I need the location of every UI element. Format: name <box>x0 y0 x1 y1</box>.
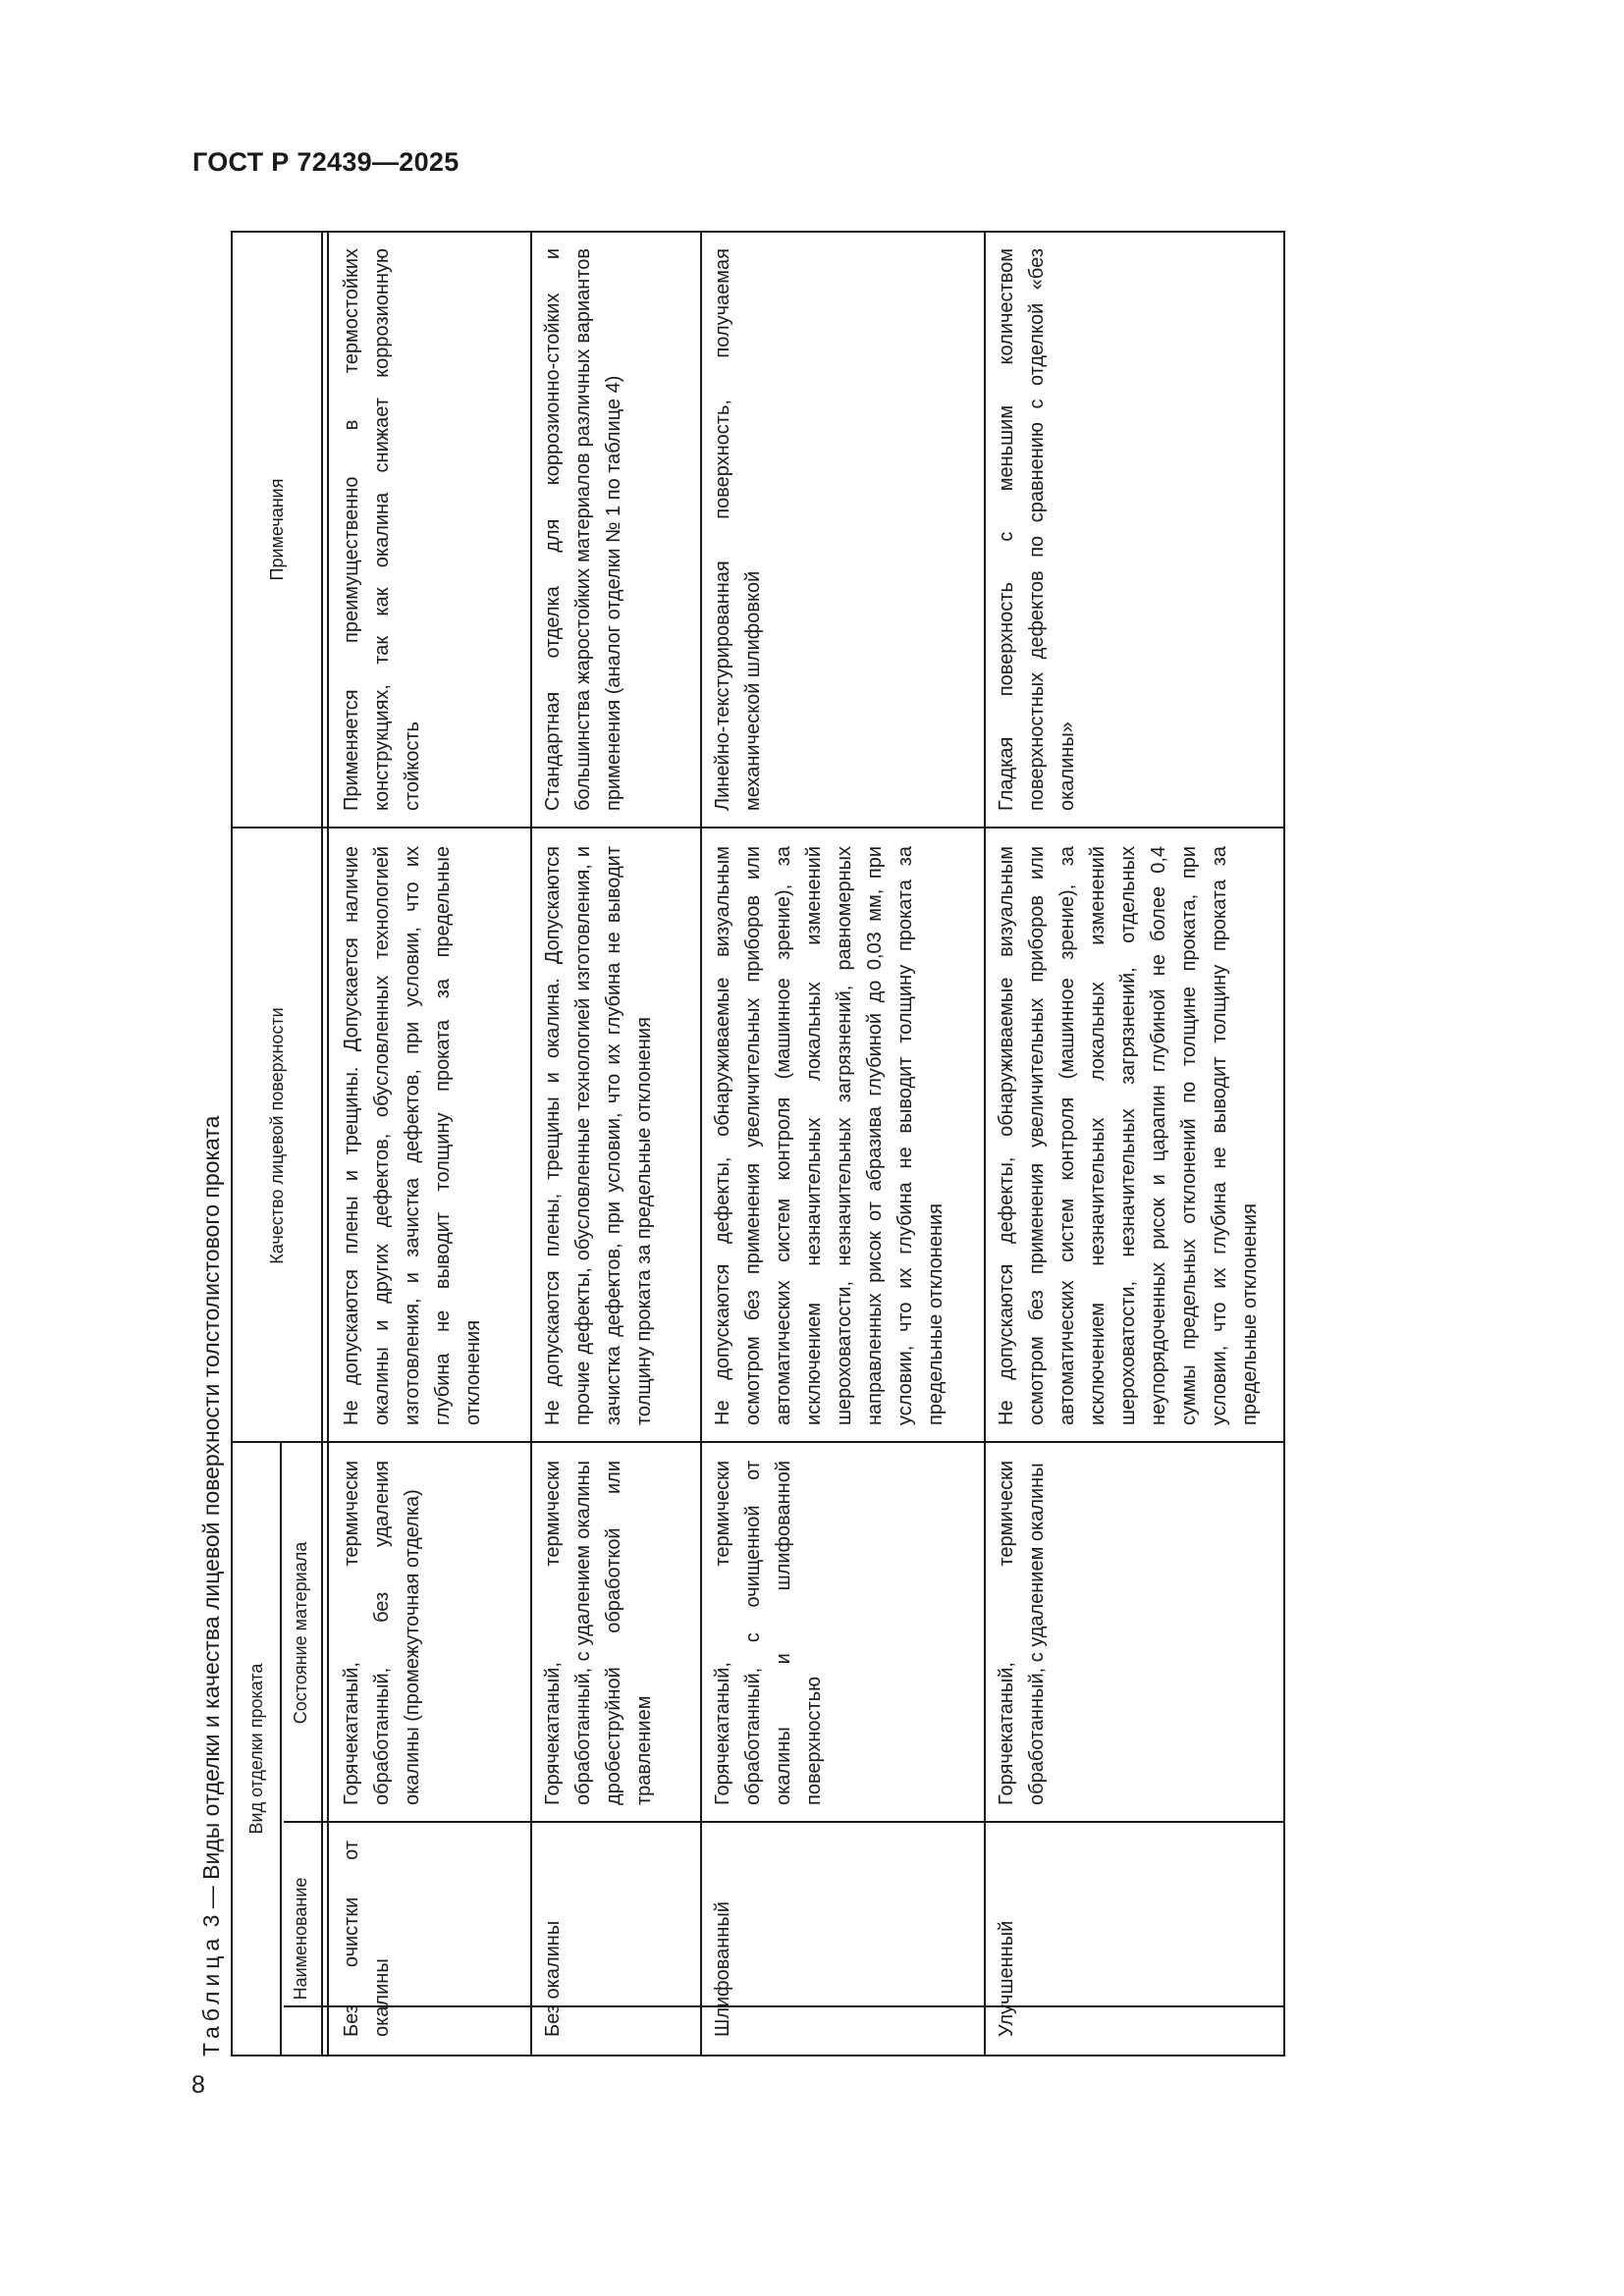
head-name: Наименование <box>290 1877 310 2001</box>
document-id-header: ГОСТ Р 72439—2025 <box>192 147 460 177</box>
head-rule <box>321 231 323 2055</box>
table-block <box>187 231 1321 2056</box>
row2-name: Без окалины <box>542 1920 564 2037</box>
row-rule-3 <box>984 231 986 2055</box>
row3-name: Шлифованный <box>712 1901 733 2037</box>
row-rule-1 <box>530 231 532 2055</box>
row1-name: Без очистки от окалины <box>341 1841 393 2037</box>
head-state: Состояние материала <box>290 1541 310 1725</box>
row4-notes: Гладкая поверхность с меньшим количеством поверхностных дефектов по сравнению с отделкой «без окалины» <box>996 248 1078 811</box>
head-group-finish: Вид отделки проката <box>245 1663 266 1835</box>
table-caption <box>187 1116 236 2056</box>
row3-state: Горячекатаный, термически обработанный, с очищенной от окалины и шлифованной поверхностью <box>712 1461 825 1805</box>
row1-quality: Не допускаются плены и трещины. Допускается наличие окалины и других дефектов, обусловленных технологией изготовления, и зачистка дефектов, при условии, что их глубина не выводит толщину проката за предельные отклонения <box>341 846 484 1425</box>
col-rule-name-inner <box>284 2006 1285 2008</box>
row2-quality: Не допускаются плены, трещины и окалина. Допускаются прочие дефекты, обусловленные технологией изготовления, и зачистка дефектов, при условии, что их глубина не выводит толщину проката за предельные отклонения <box>542 846 655 1425</box>
row1-notes: Применяется преимущественно в термостойких конструкциях, так как окалина снижает коррозионную стойкость <box>341 248 423 811</box>
head-quality: Качество лицевой поверхности <box>266 1007 287 1264</box>
table-caption-word: Таблица <box>198 1933 224 2056</box>
row4-quality: Не допускаются дефекты, обнаруживаемые визуальным осмотром без применения увеличительных приборов или автоматических систем контроля (машинное зрение), за исключением незначительных локальных изменений шероховатости, незначительных загрязнений, отдельных неупорядоченных рисок и царапин глубиной не более 0,4 суммы предельных отклонений по толщине проката, при условии, что их глубина не выводит толщину проката за предельные отклонения <box>996 846 1261 1425</box>
row3-quality: Не допускаются дефекты, обнаруживаемые визуальным осмотром без применения увеличительных приборов или автоматических систем контроля (машинное зрение), за исключением незначительных локальных изменений шероховатости, незначительных загрязнений, равномерных направленных рисок от абразива глубиной до 0,03 мм, при условии, что их глубина не выводит толщину проката за предельные отклонения <box>712 846 947 1425</box>
finish-quality-table <box>231 231 1285 2056</box>
table-caption-text: 3 — Виды отделки и качества лицевой поверхности толстолистового проката <box>198 1115 224 1928</box>
row2-state: Горячекатаный, термически обработанный, с удалением окалины дробеструйной обработкой или травлением <box>542 1461 655 1805</box>
row1-state: Горячекатаный, термически обработанный, без удаления окалины (промежуточная отделка) <box>341 1461 423 1805</box>
head-rule-double <box>327 231 329 2055</box>
page-number: 8 <box>191 2071 205 2099</box>
row4-state: Горячекатаный, термически обработанный, с удалением окалины <box>996 1461 1048 1805</box>
row4-name: Улучшенный <box>996 1920 1017 2037</box>
row2-notes: Стандартная отделка для коррозионно-стойких и большинства жаростойких материалов различных вариантов применения (аналог отделки № 1 по таблице 4) <box>542 248 624 811</box>
row-rule-2 <box>700 231 702 2055</box>
head-notes: Примечания <box>266 478 287 581</box>
row3-notes: Линейно-текстурированная поверхность, получаемая механической шлифовкой <box>712 248 764 811</box>
